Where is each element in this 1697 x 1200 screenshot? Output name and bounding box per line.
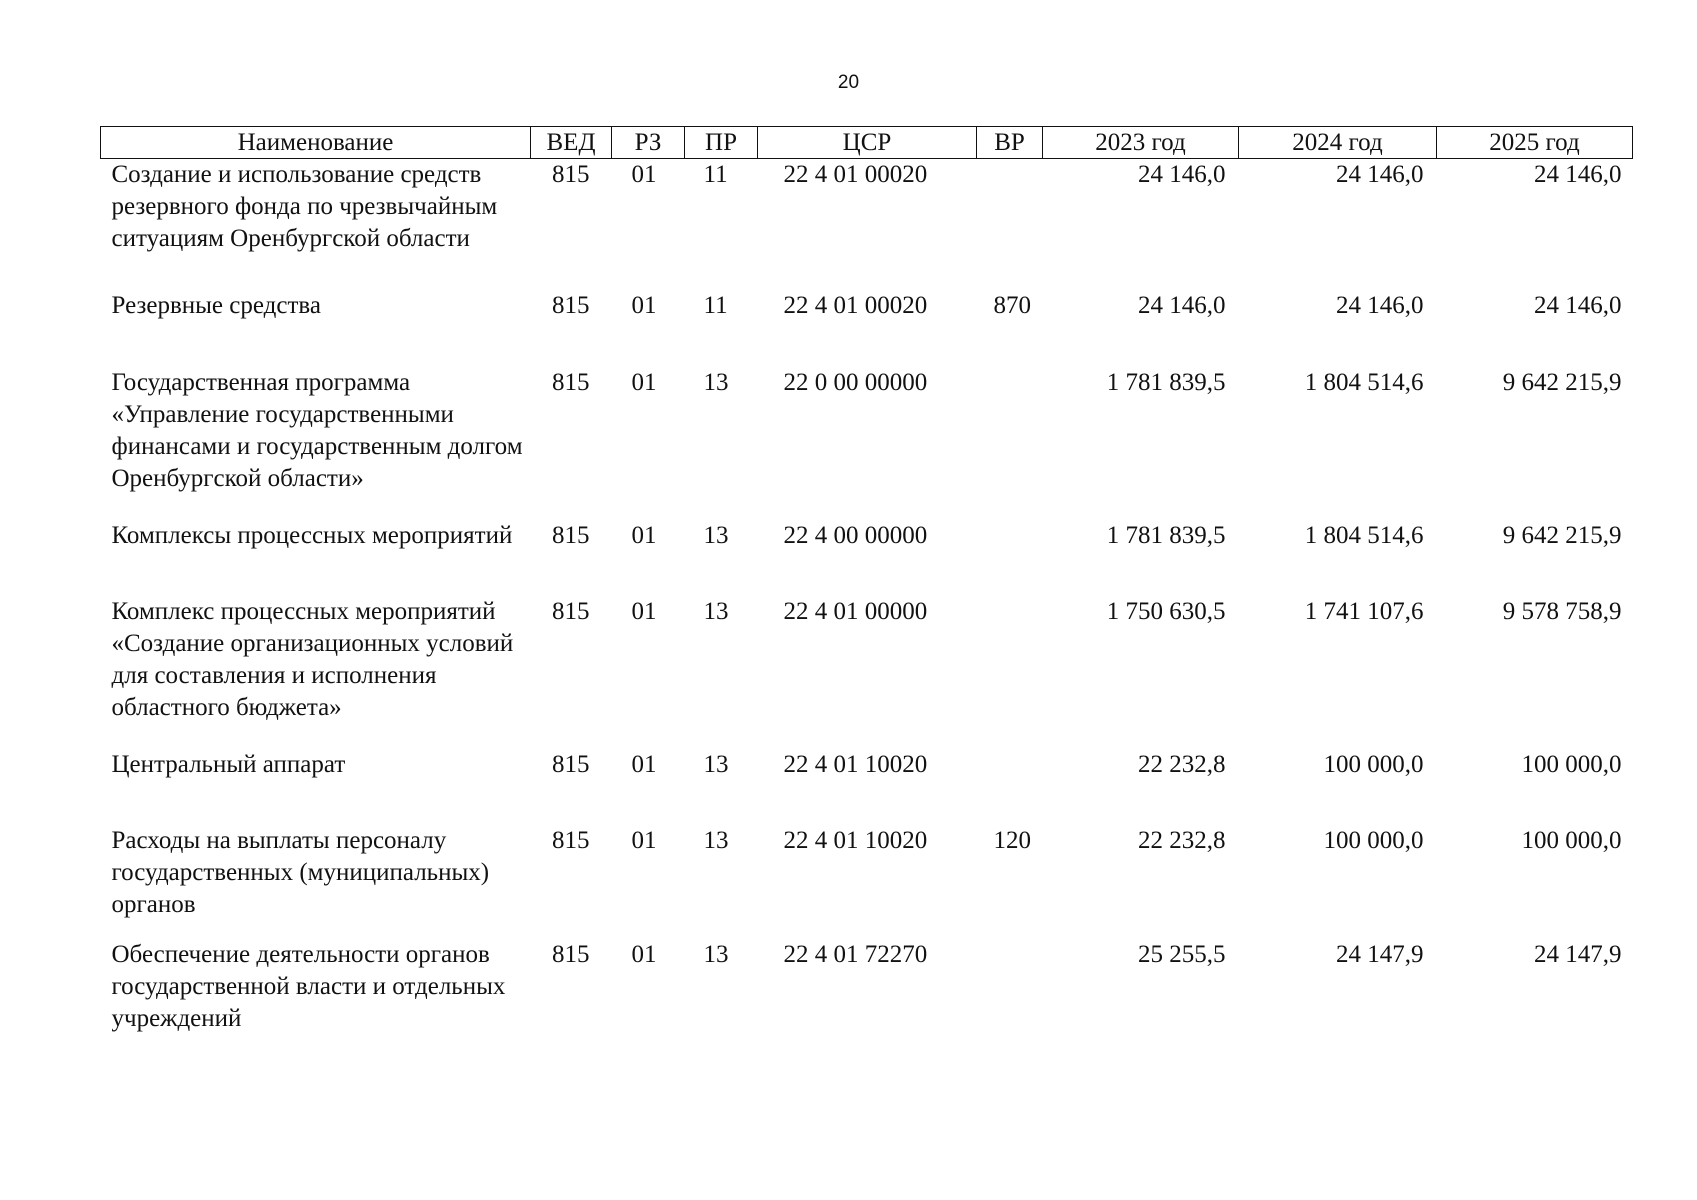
row-pr: 13 <box>703 940 729 968</box>
row-name: Комплексы процессных мероприятий <box>111 521 513 549</box>
table-row <box>101 939 1633 1039</box>
row-vr <box>977 596 1043 749</box>
row-2023: 25 255,5 <box>1138 940 1226 968</box>
row-2025: 9 578 758,9 <box>1502 597 1622 625</box>
row-ved: 815 <box>552 291 590 319</box>
header-2024: 2024 год <box>1239 127 1437 159</box>
row-pr: 11 <box>703 291 728 319</box>
row-csr: 22 4 01 10020 <box>783 750 928 778</box>
row-ved: 815 <box>552 161 590 188</box>
row-rz: 01 <box>631 368 657 396</box>
row-csr: 22 4 01 72270 <box>783 940 928 968</box>
row-2023: 24 146,0 <box>1138 161 1226 188</box>
table-row <box>101 290 1633 367</box>
row-csr: 22 4 00 00000 <box>783 521 928 549</box>
row-vr <box>977 159 1043 290</box>
row-pr: 13 <box>703 521 729 549</box>
row-2025: 24 146,0 <box>1534 291 1622 319</box>
page-number: 20 <box>837 72 860 93</box>
row-csr: 22 4 01 10020 <box>783 826 928 854</box>
row-2025: 100 000,0 <box>1521 826 1622 854</box>
row-name: Центральный аппарат <box>111 750 346 778</box>
row-rz: 01 <box>631 750 657 778</box>
header-csr: ЦСР <box>758 127 977 159</box>
row-2025: 24 146,0 <box>1534 161 1622 188</box>
row-rz: 01 <box>631 161 657 188</box>
row-2023: 1 750 630,5 <box>1106 597 1226 625</box>
row-2024: 100 000,0 <box>1323 750 1424 778</box>
row-pr: 13 <box>703 597 729 625</box>
row-name: Создание и использование средств резервного фонда по чрезвычайным ситуациям Оренбургской области <box>111 161 498 252</box>
row-2024: 1 804 514,6 <box>1304 521 1424 549</box>
row-ved: 815 <box>552 750 590 778</box>
row-2023: 22 232,8 <box>1138 826 1226 854</box>
row-name: Резервные средства <box>111 291 321 319</box>
header-vr: ВР <box>977 127 1043 159</box>
row-vr <box>977 367 1043 520</box>
row-pr: 13 <box>703 368 729 396</box>
table-row <box>101 367 1633 520</box>
header-rz: РЗ <box>612 127 685 159</box>
row-2025: 100 000,0 <box>1521 750 1622 778</box>
row-2023: 1 781 839,5 <box>1106 368 1226 396</box>
table-row <box>101 159 1633 290</box>
row-csr: 22 4 01 00020 <box>783 161 928 188</box>
row-2023: 1 781 839,5 <box>1106 521 1226 549</box>
row-2024: 24 146,0 <box>1336 161 1424 188</box>
row-csr: 22 4 01 00020 <box>783 291 928 319</box>
row-2024: 100 000,0 <box>1323 826 1424 854</box>
row-2023: 22 232,8 <box>1138 750 1226 778</box>
header-ved: ВЕД <box>531 127 612 159</box>
row-vr <box>977 520 1043 596</box>
row-2024: 1 804 514,6 <box>1304 368 1424 396</box>
row-pr: 13 <box>703 750 729 778</box>
table-row <box>101 520 1633 596</box>
row-2024: 1 741 107,6 <box>1304 597 1424 625</box>
row-vr <box>977 749 1043 825</box>
row-name: Обеспечение деятельности органов государственной власти и отдельных учреждений <box>111 940 506 1032</box>
header-pr: ПР <box>685 127 758 159</box>
header-name: Наименование <box>101 127 531 159</box>
row-ved: 815 <box>552 826 590 854</box>
row-rz: 01 <box>631 826 657 854</box>
row-vr: 120 <box>993 826 1031 854</box>
row-2024: 24 146,0 <box>1336 291 1424 319</box>
row-name: Комплекс процессных мероприятий «Создание организационных условий для составления и исполнения областного бюджета» <box>111 597 514 721</box>
table-row <box>101 749 1633 825</box>
row-rz: 01 <box>631 940 657 968</box>
row-ved: 815 <box>552 521 590 549</box>
row-rz: 01 <box>631 521 657 549</box>
row-2023: 24 146,0 <box>1138 291 1226 319</box>
header-2023: 2023 год <box>1043 127 1239 159</box>
row-2025: 9 642 215,9 <box>1502 521 1622 549</box>
table-row <box>101 596 1633 749</box>
budget-table <box>100 126 1633 1039</box>
row-pr: 13 <box>703 826 729 854</box>
row-name: Государственная программа «Управление государственными финансами и государственным долгом Оренбургской области» <box>111 368 523 492</box>
row-ved: 815 <box>552 940 590 968</box>
table-row <box>101 825 1633 939</box>
row-name: Расходы на выплаты персоналу государственных (муниципальных) органов <box>111 826 490 918</box>
row-2025: 9 642 215,9 <box>1502 368 1622 396</box>
row-2024: 24 147,9 <box>1336 940 1424 968</box>
row-csr: 22 0 00 00000 <box>783 368 928 396</box>
row-2025: 24 147,9 <box>1534 940 1622 968</box>
row-vr <box>977 939 1043 1039</box>
row-vr: 870 <box>993 291 1031 319</box>
header-2025: 2025 год <box>1437 127 1633 159</box>
row-ved: 815 <box>552 368 590 396</box>
row-rz: 01 <box>631 291 657 319</box>
row-rz: 01 <box>631 597 657 625</box>
row-ved: 815 <box>552 597 590 625</box>
table-header-row <box>101 127 1633 159</box>
row-csr: 22 4 01 00000 <box>783 597 928 625</box>
row-pr: 11 <box>703 161 728 188</box>
